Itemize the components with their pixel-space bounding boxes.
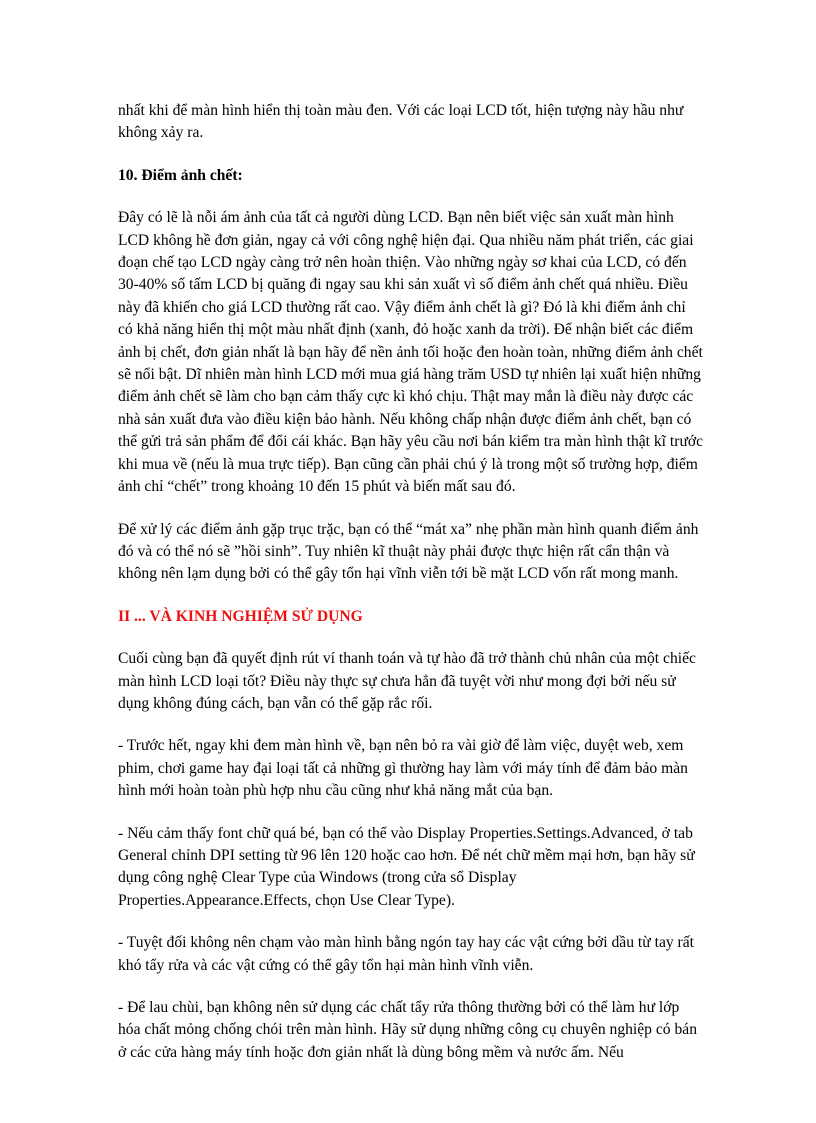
tip-paragraph-4: - Để lau chùi, bạn không nên sử dụng các chất tẩy rửa thông thường bởi có thể làm hư lớp hóa chất mỏng chống chói trên màn hình. Hãy sử dụng những công cụ chuyên nghiệp có bán ở các cửa hàng máy tính hoặc đơn giản nhất là dùng bông mềm và nước ấm. Nếu [118, 999, 698, 1061]
intro-paragraph: nhất khi để màn hình hiển thị toàn màu đen. Với các loại LCD tốt, hiện tượng này hầu như không xảy ra. [118, 102, 684, 142]
document-page [118, 100, 704, 1084]
section-heading-usage: II ... VÀ KINH NGHIỆM SỬ DỤNG [118, 607, 363, 625]
usage-intro-paragraph: Cuối cùng bạn đã quyết định rút ví thanh toán và tự hào đã trở thành chủ nhân của một chiếc màn hình LCD loại tốt? Điều này thực sự chưa hẳn đã tuyệt vời như mong đợi bởi nếu sử dụng không đúng cách, bạn vẫn có thể gặp rắc rối. [118, 650, 696, 712]
tip-paragraph-3: - Tuyệt đối không nên chạm vào màn hình bằng ngón tay hay các vật cứng bởi dầu từ tay rất khó tẩy rửa và các vật cứng có thể gây tổn hại màn hình vĩnh viễn. [118, 934, 695, 974]
tip-paragraph-2: - Nếu cảm thấy font chữ quá bé, bạn có thể vào Display Properties.Settings.Advanced, ở tab General chỉnh DPI setting từ 96 lên 120 hoặc cao hơn. Để nét chữ mềm mại hơn, bạn hãy sử dụng công nghệ Clear Type của Windows (trong cửa sổ Display Properties.Appearance.Effects, chọn Use Clear Type). [118, 824, 695, 909]
dead-pixels-paragraph-2: Để xử lý các điểm ảnh gặp trục trặc, bạn có thể “mát xa” nhẹ phần màn hình quanh điểm ảnh đó và có thể nó sẽ ”hồi sinh”. Tuy nhiên kĩ thuật này phải được thực hiện rất cẩn thận và không nên lạm dụng bởi có thể gây tổn hại vĩnh viễn tới bề mặt LCD vốn rất mong manh. [118, 520, 699, 583]
tip-paragraph-1: - Trước hết, ngay khi đem màn hình về, bạn nên bỏ ra vài giờ để làm việc, duyệt web, xem phim, chơi game hay đại loại tất cả những gì thường hay làm với máy tính để đảm bảo màn hình mới hoàn toàn phù hợp nhu cầu cũng như khả năng mắt của bạn. [118, 737, 688, 800]
dead-pixels-paragraph-1: Đây có lẽ là nỗi ám ảnh của tất cả người dùng LCD. Bạn nên biết việc sản xuất màn hình LCD không hề đơn giản, ngay cả với công nghệ hiện đại. Qua nhiều năm phát triển, các giai đoạn chế tạo LCD ngày càng trở nên hoàn thiện. Vào những ngày sơ khai của LCD, có đến 30-40% số tấm LCD bị quăng đi ngay sau khi sản xuất vì số điểm ảnh chết quá nhiều. Điều này đã khiến cho giá LCD thường rất cao. Vậy điểm ảnh chết là gì? Đó là khi điểm ảnh chỉ có khả năng hiển thị một màu nhất định (xanh, đỏ hoặc xanh da trời). Để nhận biết các điểm ảnh bị chết, đơn giản nhất là bạn hãy để nền ảnh tối hoặc đen hoàn toàn, những điểm ảnh chết sẽ nổi bật. Dĩ nhiên màn hình LCD mới mua giá hàng trăm USD tự nhiên lại xuất hiện những điểm ảnh chết sẽ làm cho bạn cảm thấy cực kì khó chịu. Thật may mắn là điều này được các nhà sản xuất đưa vào điều kiện bảo hành. Nếu không chấp nhận được điểm ảnh chết, bạn có thể gửi trả sản phẩm để đổi cái khác. Bạn hãy yêu cầu nơi bán kiểm tra màn hình thật kĩ trước khi mua về (nếu là mua trực tiếp). Bạn cũng cần phải chú ý là trong một số trường hợp, điểm ảnh chỉ “chết” trong khoảng 10 đến 15 phút và biến mất sau đó. [118, 209, 704, 496]
heading-dead-pixels: 10. Điểm ảnh chết: [118, 166, 243, 184]
